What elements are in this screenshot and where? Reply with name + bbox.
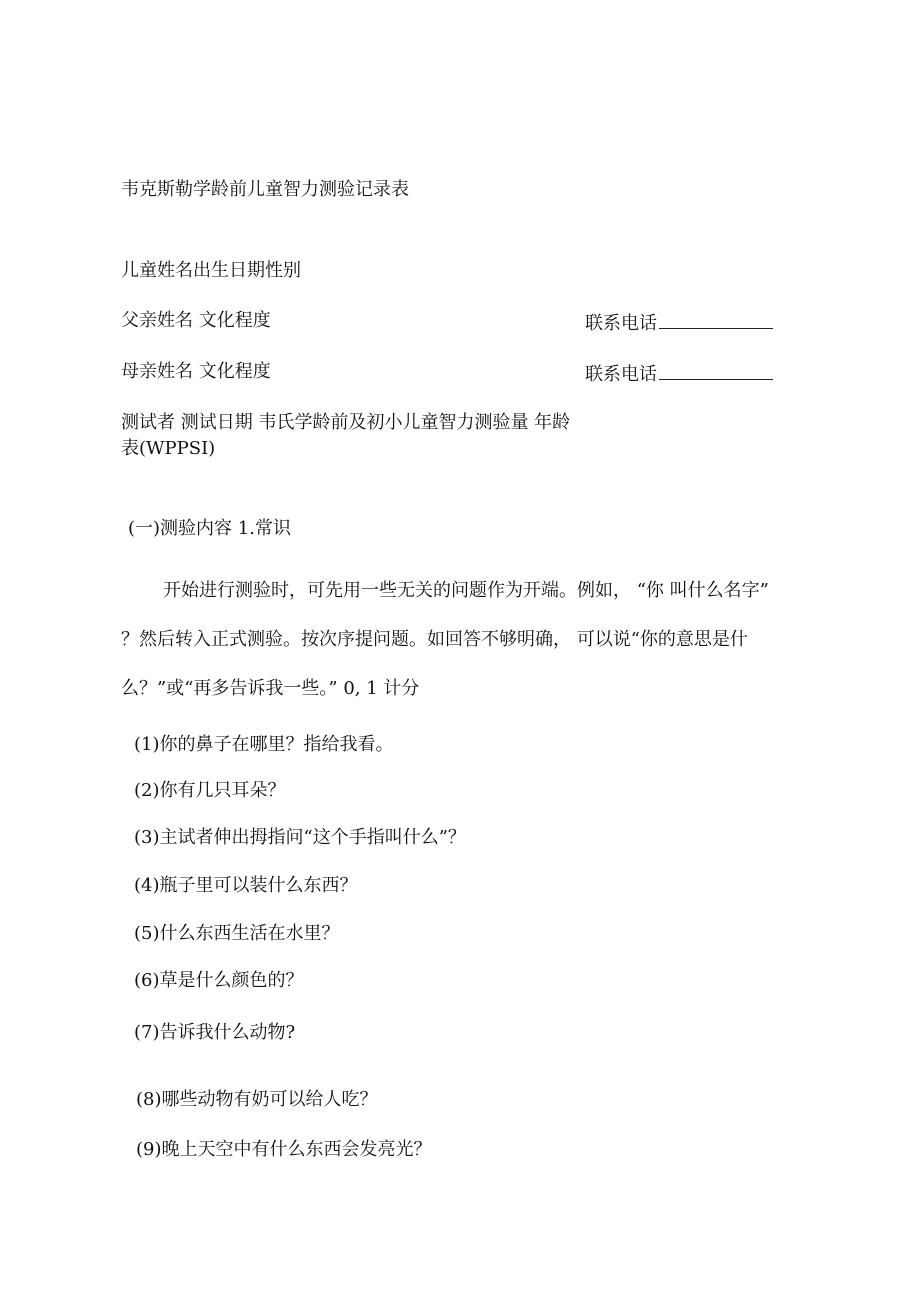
question-item: (6)草是什么颜色的？ [134, 970, 304, 991]
tester-info-line-1: 测试者 测试日期 韦氏学龄前及初小儿童智力测验量 年龄 [121, 412, 571, 433]
question-item: (5)什么东西生活在水里？ [134, 923, 340, 944]
question-item: (7)告诉我什么动物? [134, 1022, 296, 1043]
mother-phone-field [585, 362, 773, 387]
section-heading: (一)测验内容 1.常识 [128, 518, 291, 539]
father-phone-label: 联系电话 [585, 313, 657, 334]
page-title: 韦克斯勒学龄前儿童智力测验记录表 [121, 179, 409, 200]
question-item: (1)你的鼻子在哪里？指给我看。 [134, 734, 394, 755]
intro-line-2: ？然后转入正式测验。按次序提问题。如回答不够明确， 可以说“你的意思是什 [121, 629, 748, 650]
mother-phone-label: 联系电话 [585, 364, 657, 385]
question-item: (4)瓶子里可以装什么东西？ [134, 875, 358, 896]
tester-info-line-2: 表(WPPSI) [121, 438, 216, 459]
mother-phone-blank [659, 362, 773, 380]
question-item: (9)晚上天空中有什么东西会发亮光？ [136, 1139, 432, 1160]
intro-line-1: 开始进行测验时，可先用一些无关的问题作为开端。例如， “你 叫什么名字” [163, 580, 769, 601]
father-info-line: 父亲姓名 文化程度 [121, 310, 271, 331]
question-item: (3)主试者伸出拇指问“这个手指叫什么”？ [134, 827, 466, 848]
question-item: (8)哪些动物有奶可以给人吃？ [136, 1089, 378, 1110]
child-info-line: 儿童姓名出生日期性别 [121, 260, 301, 281]
intro-line-3: 么？”或“再多告诉我一些。” 0, 1 计分 [121, 678, 420, 699]
mother-info-line: 母亲姓名 文化程度 [121, 361, 271, 382]
father-phone-blank [659, 311, 773, 329]
question-item: (2)你有几只耳朵？ [134, 780, 286, 801]
father-phone-field [585, 311, 773, 336]
